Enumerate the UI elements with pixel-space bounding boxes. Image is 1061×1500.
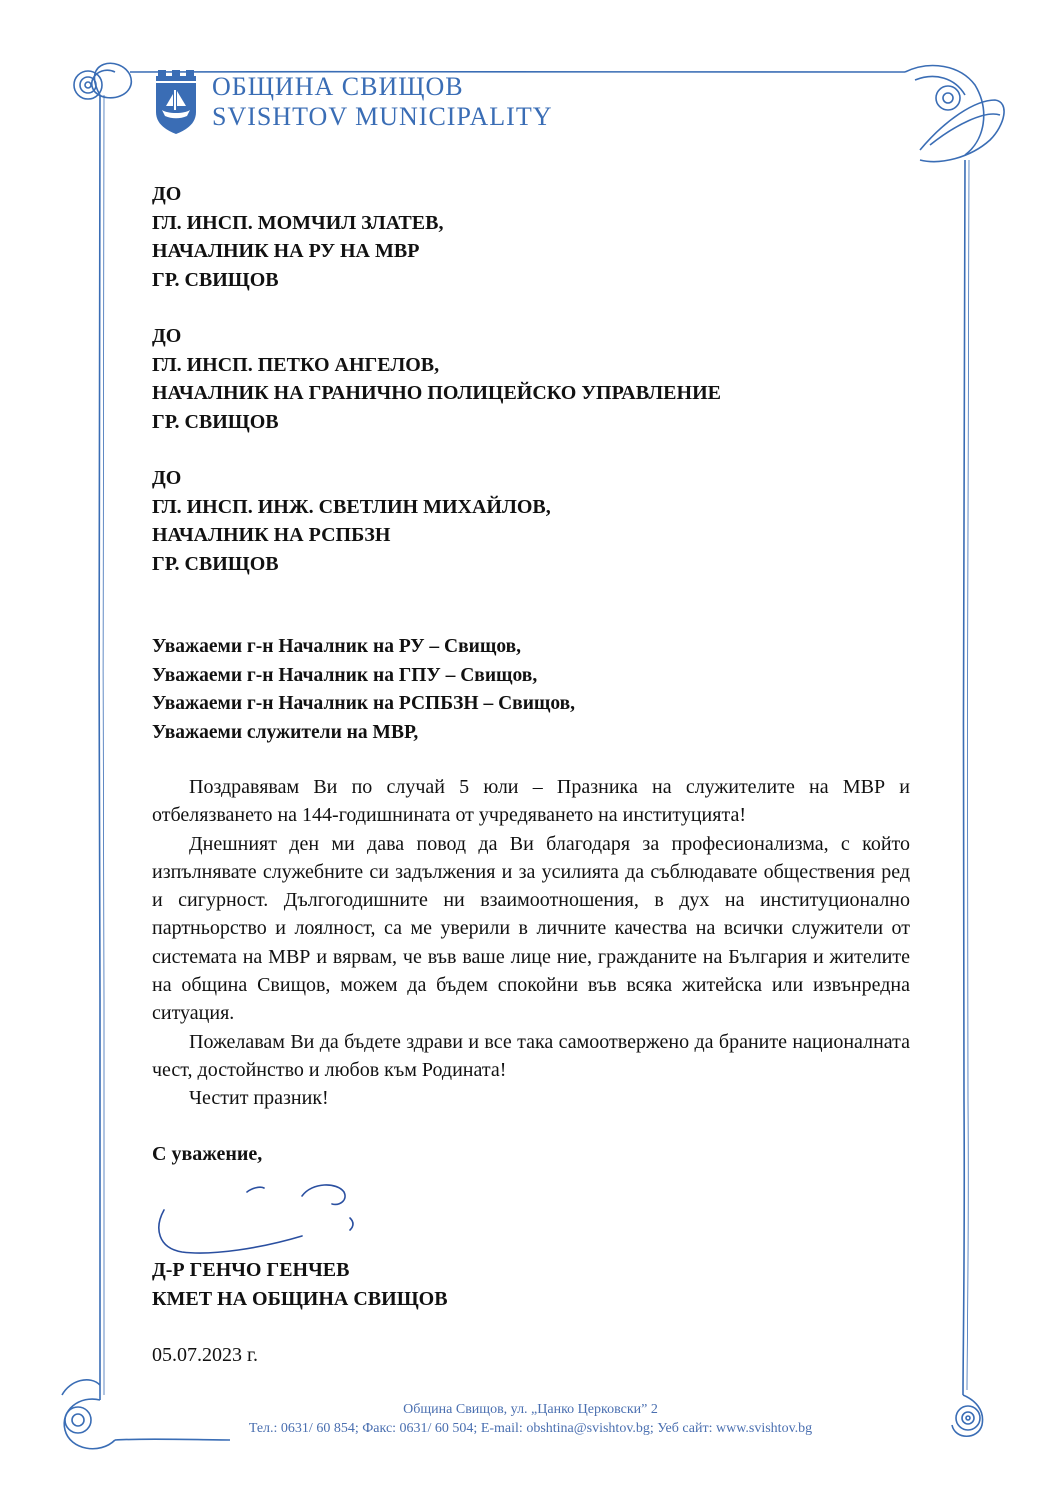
body-paragraph: Пожелавам Ви да бъдете здрави и все така самоотвержено да браните националната чест, достойнство и любов към Родината!	[152, 1030, 910, 1081]
letter-footer	[0, 1400, 1061, 1438]
coat-of-arms-icon	[152, 70, 200, 134]
letter-date: 05.07.2023 г.	[152, 1344, 258, 1366]
addressee-city: ГР. СВИЩОВ	[152, 552, 279, 575]
letter-body	[152, 773, 910, 1113]
salutation-line: Уважаеми г-н Началник на РУ – Свищов,	[152, 636, 522, 657]
salutation-line: Уважаеми г-н Началник на ГПУ – Свищов,	[152, 664, 538, 686]
body-paragraph: Днешният ден ми дава повод да Ви благодаря за професионализма, с който изпълнявате служебните си задължения и за усилията да съблюдавате обществения ред и сигурност. Дългогодишните ни взаимоотношения, в дух на институционално партньорство и лоялност, са ме уверили в личните качества на всички служители от системата на МВР и вярвам, че във ваше лице ние, гражданите на България и жителите на община Свищов, можем да бъдем спокойни във всяка житейска или извънредна ситуация.	[152, 832, 910, 1025]
body-paragraph: Честит празник!	[189, 1087, 329, 1110]
addressee-to: ДО	[152, 467, 182, 489]
salutation-list	[152, 633, 575, 747]
addressee-city: ГР. СВИЩОВ	[152, 268, 279, 291]
addressee-name: ГЛ. ИНСП. ИНЖ. СВЕТЛИН МИХАЙЛОВ,	[152, 495, 551, 518]
municipality-name-en: SVISHTOV MUNICIPALITY	[212, 102, 553, 131]
closing-phrase: С уважение,	[152, 1143, 263, 1165]
addressee-block	[152, 464, 721, 578]
signer-block	[152, 1256, 448, 1313]
footer-address: Община Свищов, ул. „Цанко Церковски” 2	[403, 1402, 658, 1417]
signer-title: КМЕТ НА ОБЩИНА СВИЩОВ	[152, 1287, 448, 1310]
municipality-logo	[152, 70, 553, 134]
addressee-name: ГЛ. ИНСП. МОМЧИЛ ЗЛАТЕВ,	[152, 211, 444, 234]
addressee-list	[152, 180, 721, 606]
addressee-name: ГЛ. ИНСП. ПЕТКО АНГЕЛОВ,	[152, 353, 440, 376]
footer-contacts: Тел.: 0631/ 60 854; Факс: 0631/ 60 504; E-mail: obshtina@svishtov.bg; Уеб сайт: www.svishtov.bg	[248, 1421, 813, 1436]
addressee-position: НАЧАЛНИК НА ГРАНИЧНО ПОЛИЦЕЙСКО УПРАВЛЕНИЕ	[152, 382, 721, 404]
salutation-line: Уважаеми служители на МВР,	[152, 721, 419, 743]
handwritten-signature	[152, 1178, 372, 1258]
addressee-city: ГР. СВИЩОВ	[152, 410, 279, 433]
addressee-to: ДО	[152, 183, 182, 205]
addressee-to: ДО	[152, 325, 182, 347]
body-paragraph: Поздравявам Ви по случай 5 юли – Празника на служителите на МВР и отбелязването на 144-годишнината от учредяването на институцията!	[152, 776, 910, 827]
addressee-position: НАЧАЛНИК НА РУ НА МВР	[152, 240, 420, 262]
addressee-block	[152, 180, 721, 294]
municipality-name-bg: ОБЩИНА СВИЩОВ	[212, 72, 464, 101]
salutation-line: Уважаеми г-н Началник на РСПБЗН – Свищов,	[152, 693, 576, 714]
signer-name: Д-Р ГЕНЧО ГЕНЧЕВ	[152, 1259, 350, 1281]
addressee-block	[152, 322, 721, 436]
addressee-position: НАЧАЛНИК НА РСПБЗН	[152, 524, 391, 546]
